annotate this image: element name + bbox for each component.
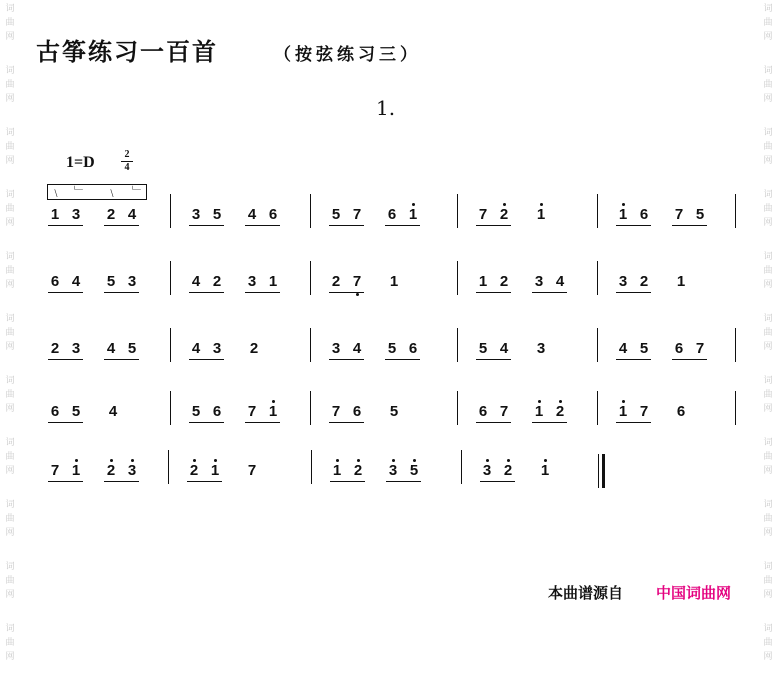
watermark-char: 网 xyxy=(5,528,15,538)
jianpu-note: 6 xyxy=(50,403,60,420)
jianpu-note: 3 xyxy=(618,273,628,290)
bar-line xyxy=(170,328,171,362)
octave-dot-high xyxy=(544,459,547,462)
bar-line xyxy=(597,328,598,362)
eighth-note-underline xyxy=(385,359,420,360)
eighth-note-underline xyxy=(48,481,83,482)
bar-line xyxy=(735,328,736,362)
jianpu-note: 6 xyxy=(676,403,686,420)
eighth-note-underline xyxy=(329,225,364,226)
octave-dot-high xyxy=(214,459,217,462)
bar-line xyxy=(597,194,598,228)
watermark-char: 词 xyxy=(763,376,773,386)
jianpu-note: 7 xyxy=(695,340,705,357)
watermark-char: 网 xyxy=(5,218,15,228)
watermark-char: 曲 xyxy=(5,576,15,586)
octave-dot-high xyxy=(622,203,625,206)
eighth-note-underline xyxy=(616,422,651,423)
score-title: 古筝练习一百首 xyxy=(36,38,218,66)
watermark-char: 曲 xyxy=(763,452,773,462)
jianpu-note: 5 xyxy=(695,206,705,223)
jianpu-note: 3 xyxy=(331,340,341,357)
jianpu-note: 2 xyxy=(50,340,60,357)
watermark-char: 词 xyxy=(5,128,15,138)
eighth-note-underline xyxy=(104,481,139,482)
watermark-char: 词 xyxy=(763,128,773,138)
jianpu-note: 6 xyxy=(387,206,397,223)
final-barline-thin xyxy=(598,454,599,488)
watermark-char: 词 xyxy=(763,66,773,76)
jianpu-note: 1 xyxy=(266,403,280,421)
watermark-char: 曲 xyxy=(5,390,15,400)
jianpu-note: 1 xyxy=(69,462,83,480)
watermark-char: 曲 xyxy=(763,328,773,338)
watermark-char: 网 xyxy=(763,280,773,290)
jianpu-note: 4 xyxy=(247,206,257,223)
jianpu-note: 4 xyxy=(499,340,509,357)
jianpu-note: 6 xyxy=(639,206,649,223)
bar-line xyxy=(597,391,598,425)
eighth-note-underline xyxy=(189,422,224,423)
jianpu-note: 6 xyxy=(352,403,362,420)
watermark-char: 词 xyxy=(5,66,15,76)
eighth-note-underline xyxy=(48,359,83,360)
jianpu-note: 4 xyxy=(352,340,362,357)
watermark-char: 曲 xyxy=(763,266,773,276)
watermark-char: 词 xyxy=(5,500,15,510)
watermark-char: 网 xyxy=(5,280,15,290)
watermark-char: 网 xyxy=(5,32,15,42)
jianpu-note: 1 xyxy=(268,273,278,290)
octave-dot-high xyxy=(540,203,543,206)
bar-line xyxy=(310,261,311,295)
watermark-char: 网 xyxy=(5,590,15,600)
jianpu-note: 5 xyxy=(212,206,222,223)
watermark-char: 词 xyxy=(763,4,773,14)
watermark-char: 网 xyxy=(763,404,773,414)
jianpu-note: 1 xyxy=(406,206,420,224)
jianpu-note: 2 xyxy=(104,462,118,480)
watermark-char: 网 xyxy=(763,528,773,538)
jianpu-note: 3 xyxy=(386,462,400,480)
jianpu-note: 5 xyxy=(191,403,201,420)
bar-line xyxy=(735,391,736,425)
jianpu-note: 2 xyxy=(553,403,567,421)
watermark-char: 词 xyxy=(5,4,15,14)
jianpu-note: 3 xyxy=(71,340,81,357)
jianpu-note: 5 xyxy=(478,340,488,357)
jianpu-note: 2 xyxy=(639,273,649,290)
eighth-note-underline xyxy=(616,225,651,226)
eighth-note-underline xyxy=(245,422,280,423)
score-subtitle: （按弦练习三） xyxy=(274,45,421,65)
bar-line xyxy=(310,328,311,362)
watermark-char: 词 xyxy=(763,500,773,510)
jianpu-note: 7 xyxy=(639,403,649,420)
jianpu-note: 3 xyxy=(71,206,81,223)
eighth-note-underline xyxy=(385,225,420,226)
jianpu-note: 3 xyxy=(127,273,137,290)
jianpu-note: 6 xyxy=(50,273,60,290)
watermark-char: 网 xyxy=(763,218,773,228)
jianpu-note: 5 xyxy=(71,403,81,420)
watermark-char: 词 xyxy=(5,314,15,324)
bar-line xyxy=(457,328,458,362)
octave-dot-high xyxy=(538,400,541,403)
eighth-note-underline xyxy=(616,292,651,293)
octave-dot-high xyxy=(75,459,78,462)
octave-dot-high xyxy=(272,400,275,403)
watermark-char: 词 xyxy=(5,376,15,386)
bar-line xyxy=(310,391,311,425)
jianpu-note: 7 xyxy=(674,206,684,223)
jianpu-note: 2 xyxy=(187,462,201,480)
jianpu-note: 4 xyxy=(555,273,565,290)
eighth-note-underline xyxy=(386,481,421,482)
watermark-char: 曲 xyxy=(5,80,15,90)
source-site-link[interactable]: 中国词曲网 xyxy=(656,584,732,602)
octave-dot-high xyxy=(193,459,196,462)
octave-dot-high xyxy=(131,459,134,462)
bar-line xyxy=(457,391,458,425)
octave-dot-high xyxy=(110,459,113,462)
watermark-char: 词 xyxy=(763,562,773,572)
watermark-char: 网 xyxy=(763,342,773,352)
jianpu-note: 6 xyxy=(674,340,684,357)
watermark-char: 词 xyxy=(763,252,773,262)
watermark-char: 曲 xyxy=(763,18,773,28)
octave-dot-high xyxy=(559,400,562,403)
jianpu-note: 7 xyxy=(247,403,257,420)
jianpu-note: 3 xyxy=(191,206,201,223)
jianpu-note: 5 xyxy=(387,340,397,357)
bar-line xyxy=(457,194,458,228)
watermark-char: 词 xyxy=(763,314,773,324)
eighth-note-underline xyxy=(187,481,222,482)
jianpu-note: 1 xyxy=(534,206,548,224)
jianpu-note: 4 xyxy=(127,206,137,223)
watermark-char: 曲 xyxy=(763,80,773,90)
jianpu-note: 1 xyxy=(616,403,630,421)
watermark-char: 词 xyxy=(763,438,773,448)
jianpu-note: 1 xyxy=(616,206,630,224)
jianpu-note: 2 xyxy=(106,206,116,223)
jianpu-note: 4 xyxy=(106,340,116,357)
octave-dot-high xyxy=(357,459,360,462)
octave-dot-high xyxy=(507,459,510,462)
eighth-note-underline xyxy=(104,225,139,226)
watermark-char: 词 xyxy=(5,252,15,262)
jianpu-note: 1 xyxy=(389,273,399,290)
jianpu-note: 2 xyxy=(249,340,259,357)
jianpu-note: 1 xyxy=(330,462,344,480)
jianpu-note: 1 xyxy=(676,273,686,290)
bar-line xyxy=(311,450,312,484)
eighth-note-underline xyxy=(245,292,280,293)
watermark-char: 网 xyxy=(763,466,773,476)
watermark-char: 网 xyxy=(5,342,15,352)
eighth-note-underline xyxy=(104,359,139,360)
bar-line xyxy=(597,261,598,295)
final-barline-thick xyxy=(602,454,605,488)
jianpu-note: 3 xyxy=(534,273,544,290)
jianpu-note: 2 xyxy=(499,273,509,290)
time-signature-top: 2 xyxy=(124,149,130,160)
jianpu-note: 1 xyxy=(538,462,552,480)
watermark-char: 曲 xyxy=(763,638,773,648)
bar-line xyxy=(168,450,169,484)
jianpu-note: 3 xyxy=(212,340,222,357)
eighth-note-underline xyxy=(476,359,511,360)
jianpu-note: 5 xyxy=(389,403,399,420)
jianpu-note: 7 xyxy=(247,462,257,479)
bar-line xyxy=(170,391,171,425)
time-signature-bottom: 4 xyxy=(124,162,130,173)
watermark-char: 曲 xyxy=(5,638,15,648)
eighth-note-underline xyxy=(532,292,567,293)
watermark-char: 网 xyxy=(763,590,773,600)
jianpu-note: 3 xyxy=(125,462,139,480)
eighth-note-underline xyxy=(329,359,364,360)
octave-dot-high xyxy=(503,203,506,206)
eighth-note-underline xyxy=(330,481,365,482)
eighth-note-underline xyxy=(329,422,364,423)
jianpu-note: 6 xyxy=(268,206,278,223)
octave-dot-low xyxy=(356,293,359,296)
jianpu-note: 5 xyxy=(106,273,116,290)
watermark-group xyxy=(2,620,18,682)
octave-dot-high xyxy=(392,459,395,462)
key-signature: 1=D xyxy=(66,154,95,171)
watermark-char: 网 xyxy=(5,652,15,662)
jianpu-note: 6 xyxy=(408,340,418,357)
watermark-char: 曲 xyxy=(5,328,15,338)
bar-line xyxy=(457,261,458,295)
jianpu-note: 4 xyxy=(108,403,118,420)
pluck-mark: ﹂ xyxy=(74,185,87,199)
jianpu-note: 4 xyxy=(618,340,628,357)
eighth-note-underline xyxy=(616,359,651,360)
octave-dot-high xyxy=(336,459,339,462)
jianpu-note: 7 xyxy=(350,273,364,291)
jianpu-note: 6 xyxy=(212,403,222,420)
watermark-char: 网 xyxy=(763,32,773,42)
watermark-char: 网 xyxy=(763,94,773,104)
eighth-note-underline xyxy=(48,422,83,423)
watermark-char: 网 xyxy=(763,652,773,662)
watermark-char: 曲 xyxy=(763,576,773,586)
bar-line xyxy=(170,261,171,295)
eighth-note-underline xyxy=(476,225,511,226)
jianpu-note: 2 xyxy=(351,462,365,480)
eighth-note-underline xyxy=(245,225,280,226)
jianpu-note: 1 xyxy=(478,273,488,290)
watermark-char: 词 xyxy=(763,624,773,634)
jianpu-note: 1 xyxy=(532,403,546,421)
pluck-mark: ﹂ xyxy=(132,185,145,199)
watermark-char: 词 xyxy=(5,562,15,572)
watermark-group xyxy=(760,620,776,682)
watermark-char: 网 xyxy=(5,156,15,166)
eighth-note-underline xyxy=(532,422,567,423)
watermark-char: 曲 xyxy=(763,390,773,400)
eighth-note-underline xyxy=(672,359,707,360)
jianpu-note: 2 xyxy=(212,273,222,290)
octave-dot-high xyxy=(486,459,489,462)
bar-line xyxy=(310,194,311,228)
watermark-char: 曲 xyxy=(5,142,15,152)
jianpu-note: 4 xyxy=(71,273,81,290)
bar-line xyxy=(170,194,171,228)
watermark-char: 曲 xyxy=(5,514,15,524)
watermark-char: 曲 xyxy=(5,18,15,28)
jianpu-note: 1 xyxy=(50,206,60,223)
jianpu-note: 7 xyxy=(478,206,488,223)
eighth-note-underline xyxy=(476,292,511,293)
jianpu-note: 7 xyxy=(50,462,60,479)
bar-line xyxy=(735,194,736,228)
watermark-char: 词 xyxy=(5,624,15,634)
watermark-char: 网 xyxy=(5,466,15,476)
pluck-mark: ﹨ xyxy=(50,185,63,199)
eighth-note-underline xyxy=(189,292,224,293)
jianpu-note: 3 xyxy=(536,340,546,357)
eighth-note-underline xyxy=(189,359,224,360)
jianpu-note: 7 xyxy=(331,403,341,420)
jianpu-note: 2 xyxy=(331,273,341,290)
watermark-char: 网 xyxy=(5,94,15,104)
watermark-char: 曲 xyxy=(5,204,15,214)
octave-dot-high xyxy=(413,459,416,462)
watermark-char: 网 xyxy=(5,404,15,414)
jianpu-note: 7 xyxy=(499,403,509,420)
eighth-note-underline xyxy=(480,481,515,482)
jianpu-note: 3 xyxy=(480,462,494,480)
jianpu-note: 4 xyxy=(191,273,201,290)
jianpu-note: 2 xyxy=(497,206,511,224)
watermark-char: 曲 xyxy=(5,452,15,462)
eighth-note-underline xyxy=(672,225,707,226)
watermark-char: 曲 xyxy=(763,514,773,524)
pluck-mark: ﹨ xyxy=(106,185,119,199)
jianpu-note: 5 xyxy=(127,340,137,357)
watermark-char: 词 xyxy=(763,190,773,200)
watermark-char: 曲 xyxy=(763,204,773,214)
octave-dot-high xyxy=(622,400,625,403)
jianpu-note: 1 xyxy=(208,462,222,480)
jianpu-note: 2 xyxy=(501,462,515,480)
eighth-note-underline xyxy=(48,225,83,226)
watermark-char: 词 xyxy=(5,438,15,448)
jianpu-note: 3 xyxy=(247,273,257,290)
watermark-char: 词 xyxy=(5,190,15,200)
octave-dot-high xyxy=(412,203,415,206)
jianpu-note: 7 xyxy=(352,206,362,223)
jianpu-note: 5 xyxy=(639,340,649,357)
eighth-note-underline xyxy=(104,292,139,293)
jianpu-note: 5 xyxy=(407,462,421,480)
eighth-note-underline xyxy=(476,422,511,423)
jianpu-note: 5 xyxy=(331,206,341,223)
jianpu-note: 4 xyxy=(191,340,201,357)
eighth-note-underline xyxy=(189,225,224,226)
bar-line xyxy=(461,450,462,484)
watermark-char: 曲 xyxy=(763,142,773,152)
eighth-note-underline xyxy=(329,292,364,293)
piece-number: 1. xyxy=(376,96,396,120)
eighth-note-underline xyxy=(48,292,83,293)
watermark-char: 曲 xyxy=(5,266,15,276)
jianpu-note: 6 xyxy=(478,403,488,420)
source-label: 本曲谱源自 xyxy=(548,584,624,602)
watermark-char: 网 xyxy=(763,156,773,166)
